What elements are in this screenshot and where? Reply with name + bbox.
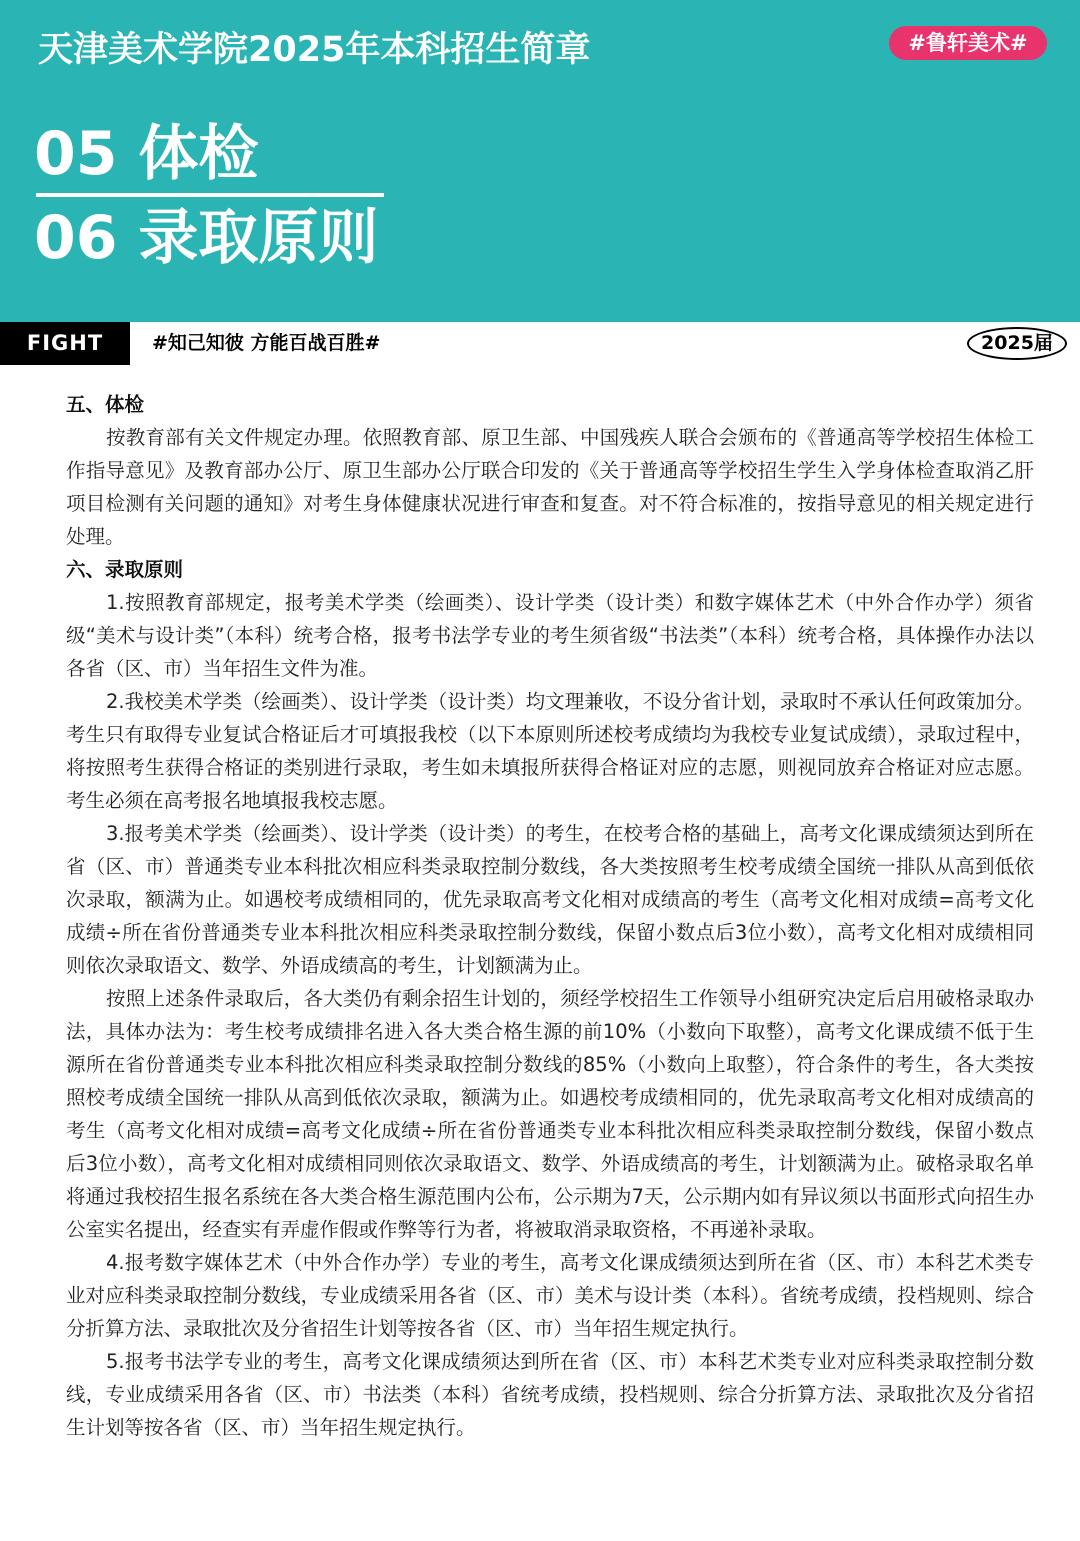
section-title-admission: 六、录取原则 <box>66 558 184 581</box>
slogan-text: #知己知彼 方能百战百胜# <box>152 332 381 354</box>
paragraph: 1.按照教育部规定，报考美术学类（绘画类）、设计学类（设计类）和数字媒体艺术（中外合作办学）须省级“美术与设计类”（本科）统考合格，报考书法学专业的考生须省级“书法类”（本科）统考合格，具体操作办法以各省（区、市）当年招生文件为准。 <box>66 591 1034 680</box>
document-title: 天津美术学院2025年本科招生简章 <box>38 30 591 70</box>
article-body <box>66 388 1034 1444</box>
heading-physical-exam: 05 体检 <box>34 119 259 189</box>
section-title-physical-exam: 五、体检 <box>66 393 145 416</box>
heading-divider <box>36 193 384 197</box>
year-badge: 2025届 <box>967 327 1067 360</box>
paragraph: 4.报考数字媒体艺术（中外合作办学）专业的考生，高考文化课成绩须达到所在省（区、市）本科艺术类专业对应科类录取控制分数线，专业成绩采用各省（区、市）美术与设计类（本科）。省统考成绩，投档规则、综合分折算方法、录取批次及分省招生计划等按各省（区、市）当年招生规定执行。 <box>66 1251 1034 1340</box>
paragraph: 按教育部有关文件规定办理。依照教育部、原卫生部、中国残疾人联合会颁布的《普通高等学校招生体检工作指导意见》及教育部办公厅、原卫生部办公厅联合印发的《关于普通高等学校招生学生入学身体检查取消乙肝项目检测有关问题的通知》对考生身体健康状况进行审查和复查。对不符合标准的，按指导意见的相关规定进行处理。 <box>66 426 1034 548</box>
paragraph: 2.我校美术学类（绘画类）、设计学类（设计类）均文理兼收，不设分省计划，录取时不承认任何政策加分。考生只有取得专业复试合格证后才可填报我校（以下本原则所述校考成绩均为我校专业复试成绩），录取过程中，将按照考生获得合格证的类别进行录取，考生如未填报所获得合格证对应的志愿，则视同放弃合格证对应志愿。考生必须在高考报名地填报我校志愿。 <box>66 690 1034 812</box>
paragraph: 按照上述条件录取后，各大类仍有剩余招生计划的，须经学校招生工作领导小组研究决定后启用破格录取办法，具体办法为：考生校考成绩排名进入各大类合格生源的前10%（小数向下取整），高考文化课成绩不低于生源所在省份普通类专业本科批次相应科类录取控制分数线的85%（小数向上取整），符合条件的考生，各大类按照校考成绩全国统一排队从高到低依次录取，额满为止。如遇校考成绩相同的，优先录取高考文化相对成绩高的考生（高考文化相对成绩=高考文化成绩÷所在省份普通类专业本科批次相应科类录取控制分数线，保留小数点后3位小数），高考文化相对成绩相同则依次录取语文、数学、外语成绩高的考生，计划额满为止。破格录取名单将通过我校招生报名系统在各大类合格生源范围内公布，公示期为7天，公示期内如有异议须以书面形式向招生办公室实名提出，经查实有弄虚作假或作弊等行为者，将被取消录取资格，不再递补录取。 <box>66 987 1034 1241</box>
fight-label: FIGHT <box>0 322 130 365</box>
header-banner <box>0 0 1080 322</box>
slogan-bar <box>0 322 1080 365</box>
heading-admission-principles: 06 录取原则 <box>34 203 379 273</box>
paragraph: 5.报考书法学专业的考生，高考文化课成绩须达到所在省（区、市）本科艺术类专业对应科类录取控制分数线，专业成绩采用各省（区、市）书法类（本科）省统考成绩，投档规则、综合分折算方法、录取批次及分省招生计划等按各省（区、市）当年招生规定执行。 <box>66 1350 1034 1439</box>
paragraph: 3.报考美术学类（绘画类）、设计学类（设计类）的考生，在校考合格的基础上，高考文化课成绩须达到所在省（区、市）普通类专业本科批次相应科类录取控制分数线，各大类按照考生校考成绩全国统一排队从高到低依次录取，额满为止。如遇校考成绩相同的，优先录取高考文化相对成绩高的考生（高考文化相对成绩=高考文化成绩÷所在省份普通类专业本科批次相应科类录取控制分数线，保留小数点后3位小数），高考文化相对成绩相同则依次录取语文、数学、外语成绩高的考生，计划额满为止。 <box>66 822 1034 977</box>
hashtag-badge: #鲁轩美术# <box>889 26 1047 60</box>
